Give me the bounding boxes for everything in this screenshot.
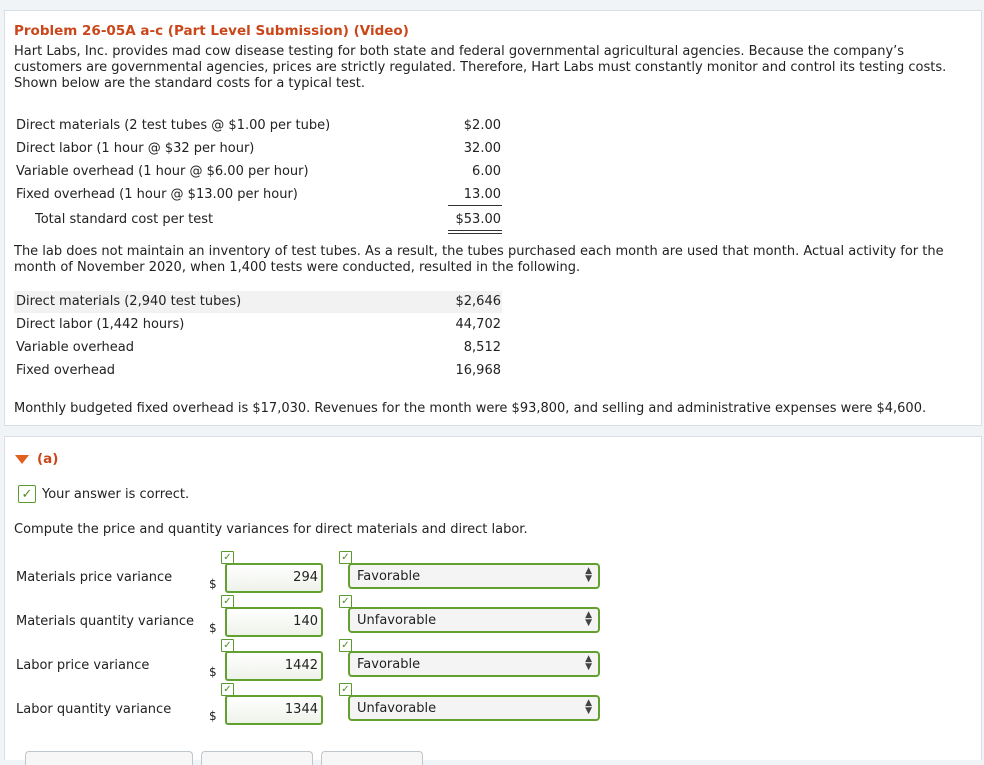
variance-amount-input[interactable]: 294 [225,563,323,593]
cost-value: $2,646 [455,294,501,309]
currency-symbol: $ [209,577,217,591]
selected-option: Unfavorable [357,613,437,628]
total-rule-top [448,230,502,231]
feedback-text: Your answer is correct. [42,486,190,502]
cut-off-button[interactable] [321,751,423,765]
selected-option: Favorable [357,657,421,672]
actual-cost-row [14,337,502,359]
checkmark-icon: ✓ [339,683,352,696]
cost-value: 8,512 [463,340,501,355]
up-down-arrows-icon: ▲ ▼ [585,698,592,716]
cost-label: Variable overhead (1 hour @ $6.00 per hour) [16,164,309,179]
cost-label: Direct labor (1,442 hours) [16,317,185,332]
up-down-arrows-icon: ▲ ▼ [585,610,592,628]
actual-intro: The lab does not maintain an inventory of test tubes. As a result, the tubes purchased each month are used that month. Actual activity for the month of November 2020, when 1,400 tests were conducted, resulted in the following. [14,244,944,275]
standard-cost-row [14,184,502,206]
checkmark-icon: ✓ [339,595,352,608]
cost-label: Variable overhead [16,340,134,355]
actual-cost-row [14,360,502,382]
standard-cost-row [14,115,502,137]
actual-cost-row [14,314,502,336]
problem-intro: Hart Labs, Inc. provides mad cow disease testing for both state and federal governmental agricultural agencies. Because the company’s customers are governmental agencies, prices are strictly regulated. Therefore, Hart Labs must constantly monitor and control its testing costs. Shown below are the standard costs for a typical test. [14,44,947,91]
variance-amount-input[interactable]: 1344 [225,695,323,725]
cost-label: Direct materials (2 test tubes @ $1.00 per tube) [16,118,331,133]
cost-value: 44,702 [455,317,501,332]
subtotal-rule [448,205,502,206]
variance-row [5,595,983,647]
variance-amount-input[interactable]: 1442 [225,651,323,681]
checkmark-icon: ✓ [339,551,352,564]
cost-label: Fixed overhead [16,363,116,378]
variance-type-select[interactable] [348,695,600,721]
standard-cost-row [14,161,502,183]
variance-type-select[interactable] [348,607,600,633]
cost-value: 6.00 [472,164,501,179]
part-a-panel [4,436,982,760]
currency-symbol: $ [209,621,217,635]
up-down-arrows-icon: ▲ ▼ [585,654,592,672]
cost-label: Fixed overhead (1 hour @ $13.00 per hour) [16,187,298,202]
checkmark-icon: ✓ [221,551,234,564]
total-label: Total standard cost per test [35,212,214,227]
problem-panel [4,10,982,426]
total-value: $53.00 [455,212,501,227]
variance-row [5,639,983,691]
variance-label: Labor quantity variance [16,702,172,717]
cost-value: 32.00 [463,141,501,156]
up-down-arrows-icon: ▲ ▼ [585,566,592,584]
standard-total-row [14,209,502,231]
variance-row [5,683,983,735]
selected-option: Favorable [357,569,421,584]
currency-symbol: $ [209,709,217,723]
problem-title: Problem 26-05A a-c (Part Level Submission) (Video) [14,23,409,39]
bottom-button-row [15,745,975,765]
cost-value: 13.00 [463,187,501,202]
variance-type-select[interactable] [348,563,600,589]
cut-off-button[interactable] [201,751,313,765]
cost-value: 16,968 [455,363,501,378]
selected-option: Unfavorable [357,701,437,716]
variance-amount-input[interactable]: 140 [225,607,323,637]
budget-note: Monthly budgeted fixed overhead is $17,030. Revenues for the month were $93,800, and selling and administrative expenses were $4,600. [14,401,927,416]
total-rule-bottom [448,233,502,234]
actual-cost-row [14,291,502,313]
variance-type-select[interactable] [348,651,600,677]
variance-row [5,551,983,603]
currency-symbol: $ [209,665,217,679]
standard-cost-row [14,138,502,160]
part-a-toggle[interactable] [15,451,58,467]
cost-value: $2.00 [463,118,501,133]
question-text: Compute the price and quantity variances for direct materials and direct labor. [14,522,528,537]
checkmark-icon: ✓ [18,485,36,503]
variance-label: Labor price variance [16,658,150,673]
cost-label: Direct labor (1 hour @ $32 per hour) [16,141,255,156]
triangle-down-icon[interactable] [15,455,29,464]
cut-off-button[interactable] [25,751,193,765]
checkmark-icon: ✓ [221,639,234,652]
checkmark-icon: ✓ [221,595,234,608]
variance-label: Materials quantity variance [16,614,195,629]
answer-feedback [18,485,189,503]
variance-label: Materials price variance [16,570,173,585]
checkmark-icon: ✓ [221,683,234,696]
cost-label: Direct materials (2,940 test tubes) [16,294,242,309]
part-a-label: (a) [37,451,59,467]
checkmark-icon: ✓ [339,639,352,652]
